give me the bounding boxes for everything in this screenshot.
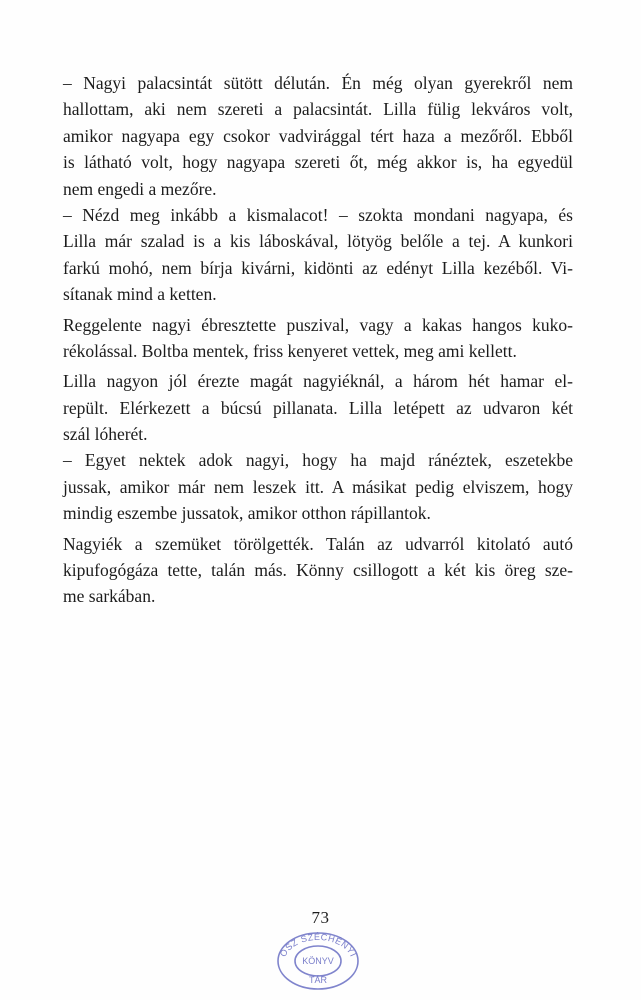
text-line: – Nagyi palacsintát sütött délután. Én még olyan gyerekről nem	[63, 73, 573, 93]
text-line: jussak, amikor már nem leszek itt. A másikat pedig elviszem, hogy	[63, 476, 573, 497]
stamp-text-top: OSZ SZÉCHÉNYI	[277, 931, 359, 959]
text-line: nem engedi a mezőre.	[63, 178, 217, 199]
text-line: farkú mohó, nem bírja kivárni, kidönti az edényt Lilla kezéből. Vi-	[63, 257, 573, 278]
stamp-text-middle: KÖNYV	[302, 956, 334, 966]
text-line: Nagyiék a szemüket törölgették. Talán az udvarról kitolató autó	[63, 533, 573, 554]
text-line: hallottam, aki nem szereti a palacsintát. Lilla fülig lekváros volt,	[63, 99, 573, 120]
text-line: szál lóherét.	[63, 424, 148, 445]
story-text	[63, 70, 573, 610]
page-number: 73	[311, 908, 330, 927]
text-line: me sarkában.	[63, 586, 156, 607]
text-line: – Egyet nektek adok nagyi, hogy ha majd ránéztek, eszetekbe	[63, 450, 573, 471]
library-stamp	[274, 930, 362, 992]
text-line: – Nézd meg inkább a kismalacot! – szokta mondani nagyapa, és	[63, 204, 573, 225]
stamp-text-bottom: TÁR	[309, 975, 327, 985]
text-line: Lilla nagyon jól érezte magát nagyiéknál, a három hét hamar el-	[63, 371, 573, 392]
text-line: rékolással. Boltba mentek, friss kenyeret vettek, meg ami kellett.	[63, 340, 517, 361]
text-line: Reggelente nagyi ébresztette puszival, vagy a kakas hangos kuko-	[63, 314, 573, 335]
text-line: amikor nagyapa egy csokor vadvirággal tért haza a mezőről. Ebből	[63, 125, 573, 146]
text-line: repült. Elérkezett a búcsú pillanata. Lilla letépett az udvaron két	[63, 397, 573, 418]
text-line: kipufogógáza tette, talán más. Könny csillogott a két kis öreg sze-	[63, 560, 573, 581]
text-line: sítanak mind a ketten.	[63, 284, 217, 305]
text-line: mindig eszembe jussatok, amikor otthon rápillantok.	[63, 503, 431, 524]
text-line: is látható volt, hogy nagyapa szereti őt, még akkor is, ha egyedül	[63, 152, 573, 173]
text-line: Lilla már szalad is a kis láboskával, lötyög belőle a tej. A kunkori	[63, 231, 573, 252]
